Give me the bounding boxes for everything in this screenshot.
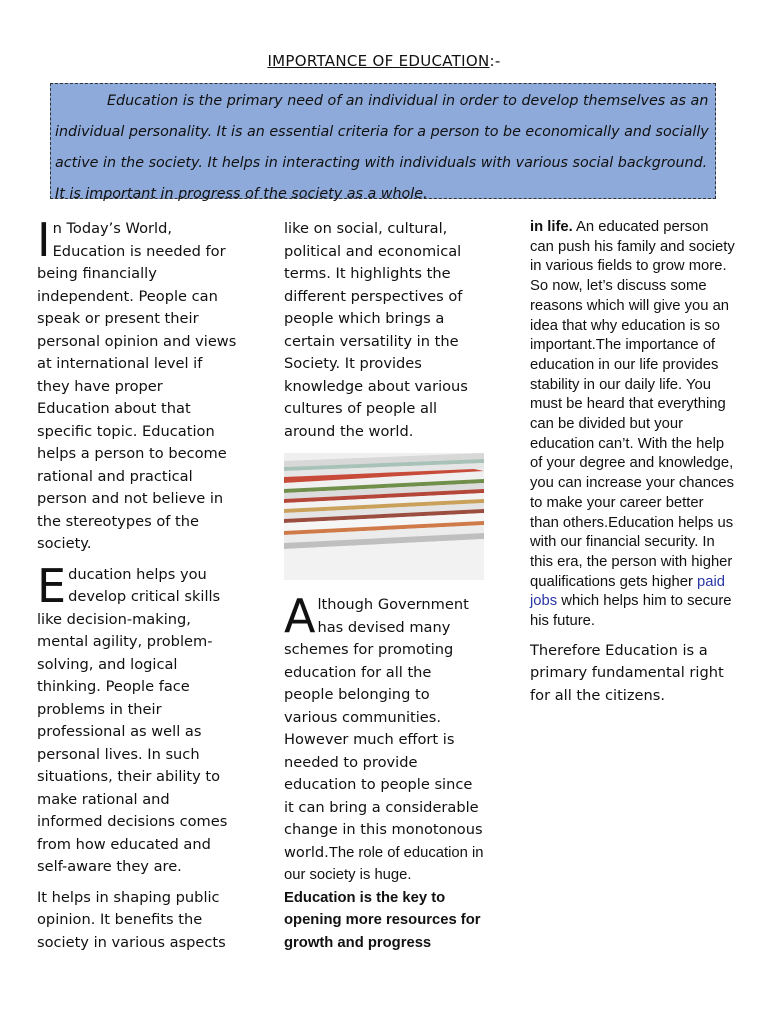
col1-paragraph-1 (37, 213, 237, 556)
col3-bold-lead: in life. (530, 219, 573, 235)
column-3 (530, 218, 735, 715)
intro-text: Education is the primary need of an individual in order to develop themselves as an individual personality. It is an essential criteria for a person to be economically and socially active in the society. It helps in interacting with individuals with various social background. It is important in progress of the society as a whole. (55, 93, 709, 202)
drop-cap-a: A (284, 589, 316, 643)
col3-p1-text: An educated person can push his family and society in various fields to grow more. So now, let’s discuss some reasons which will give you an idea that why education is so important.The importance of education in our life provides stability in our daily life. You must be heard that everything can be divided but your education can’t. With the help of your degree and knowledge, you can increase your chances to make your career better than others.Education helps us with our financial security. In this era, the person with higher qualifications gets higher (530, 219, 735, 590)
col1-paragraph-3: It helps in shaping public opinion. It benefits the society in various aspects (37, 888, 226, 951)
col2-paragraph-1: like on social, cultural, political and economical terms. It highlights the different perspectives of people which brings a certain versatility in the Society. It provides knowledge about various cultures of people all around the world. (284, 220, 468, 440)
col2-p2-text: lthough Government has devised many schemes for promoting education for all the people belonging to various communities. However much effort is needed to provide education to people since it can bring a considerable change in this monotonous world. (284, 596, 483, 861)
col2-paragraph-2 (284, 589, 484, 954)
books-illustration-icon (284, 453, 484, 580)
col3-p1-end: which helps him to secure his future. (530, 593, 732, 630)
col1-paragraph-2 (37, 558, 237, 879)
col3-paragraph-2: Therefore Education is a primary fundamental right for all the citizens. (530, 641, 724, 704)
col1-p2-text: ducation helps you develop critical skills like decision-making, mental agility, problem-solving, and logical thinking. People face problems in their professional as well as personal lives. In such situations, their ability to make rational and informed decisions comes from how educated and self-aware they are. (37, 565, 228, 875)
col2-bold-statement: Education is the key to opening more resources for growth and progress (284, 889, 481, 951)
paid-jobs-link[interactable]: paid jobs (530, 573, 725, 610)
col2-p2-tail: The role of education in our society is huge. (284, 844, 484, 883)
col3-paragraph-1 (530, 218, 735, 632)
title-suffix: :- (489, 52, 501, 70)
column-2 (284, 218, 484, 962)
drop-cap-e: E (37, 558, 67, 613)
page-title (0, 52, 768, 70)
col1-p1-text: n Today’s World, Education is needed for being financially independent. People can speak or present their personal opinion and views at international level if they have proper Education about that specific topic. Education helps a person to become rational and practical person and not believe in the stereotypes of the society. (37, 220, 237, 552)
stacked-books-photo (284, 453, 484, 580)
title-text: IMPORTANCE OF EDUCATION (267, 52, 490, 70)
column-1 (37, 213, 237, 962)
intro-box (50, 83, 716, 202)
drop-cap-i: I (37, 213, 51, 267)
